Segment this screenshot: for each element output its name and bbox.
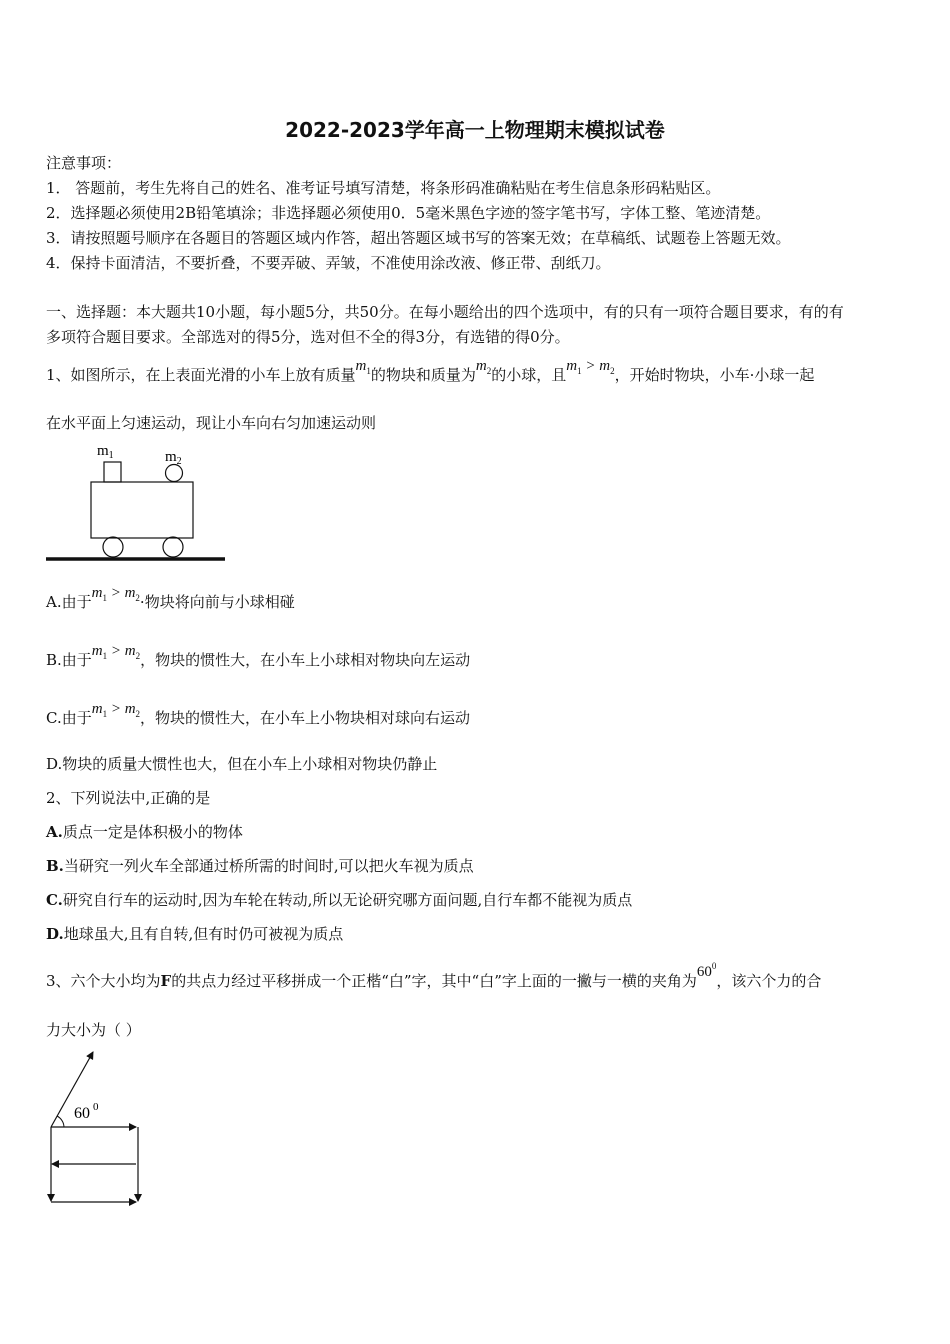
q1-stem-line2: 在水平面上匀速运动，现让小车向右匀加速运动则 bbox=[46, 414, 377, 432]
figure-m1-label: $m_1$ bbox=[97, 443, 114, 461]
notice-item-3: 3．请按照题号顺序在各题目的答题区域内作答，超出答题区域书写的答案无效；在草稿纸、试题卷上答题无效。 bbox=[46, 229, 791, 247]
q1-stem-part4: ，开始时物块，小车·小球一起 bbox=[614, 366, 815, 384]
q2-option-a: A.质点一定是体积极小的物体 bbox=[46, 823, 243, 841]
figure-m2-label: $m_2$ bbox=[165, 449, 182, 467]
notice-item-4: 4．保持卡面清洁，不要折叠，不要弄破、弄皱，不准使用涂改液、修正带、刮纸刀。 bbox=[46, 254, 611, 272]
q1-m2: $m_2$ bbox=[475, 358, 492, 376]
q2-option-c: C.研究自行车的运动时,因为车轮在转动,所以无论研究哪方面问题,自行车都不能视为质点 bbox=[46, 891, 633, 909]
q1-option-a: A.由于$m_1 > m_2\cdot$物块将向前与小球相碰 bbox=[46, 585, 295, 611]
notice-heading: 注意事项： bbox=[46, 154, 122, 172]
q1-stem-line1 bbox=[46, 358, 815, 391]
q1-stem-part1: 1、如图所示，在上表面光滑的小车上放有质量 bbox=[46, 366, 356, 384]
q1-option-b: B.由于$m_1 > m_2$，物块的惯性大，在小车上小球相对物块向左运动 bbox=[46, 643, 471, 669]
q1-option-c: C.由于$m_1 > m_2$，物块的惯性大，在小车上小物块相对球向右运动 bbox=[46, 701, 471, 727]
q1-inequality: $m_1 > m_2$ bbox=[566, 358, 615, 376]
block-m1 bbox=[104, 462, 121, 482]
ball-m2 bbox=[166, 465, 183, 482]
q1-m1: $m_1$ bbox=[355, 358, 371, 376]
q1-option-d: D.物块的质量大惯性也大，但在小车上小球相对物块仍静止 bbox=[46, 755, 438, 773]
angle-label: 60 $^0$ bbox=[74, 1101, 99, 1122]
q1-stem-part3: 的小球，且 bbox=[491, 366, 567, 384]
cart-wheel-right bbox=[163, 537, 183, 557]
angle-arc bbox=[57, 1116, 64, 1127]
notice-item-1: 1． 答题前，考生先将自己的姓名、准考证号填写清楚，将条形码准确粘贴在考生信息条形码粘贴区。 bbox=[46, 179, 721, 197]
q3-force-figure bbox=[40, 1046, 150, 1206]
q3-stem-line1: 3、六个大小均为F的共点力经过平移拼成一个正楷“白”字，其中“白”字上面的一撇与一横的夹角为$60^0$，该六个力的合 bbox=[46, 961, 822, 990]
cart-wheel-left bbox=[103, 537, 123, 557]
q2-stem: 2、下列说法中,正确的是 bbox=[46, 789, 211, 807]
section1-line2: 多项符合题目要求。全部选对的得5分，选对但不全的得3分，有选错的得0分。 bbox=[46, 328, 570, 346]
q2-option-b: B.当研究一列火车全部通过桥所需的时间时,可以把火车视为质点 bbox=[46, 857, 474, 875]
q3-stem-line2: 力大小为（ ） bbox=[46, 1021, 141, 1039]
q2-option-d: D.地球虽大,且有自转,但有时仍可被视为质点 bbox=[46, 925, 344, 943]
page-title: 2022-2023学年高一上物理期末模拟试卷 bbox=[285, 118, 665, 142]
cart-body bbox=[91, 482, 193, 538]
notice-item-2: 2．选择题必须使用2B铅笔填涂；非选择题必须使用0．5毫米黑色字迹的签字笔书写，字体工整、笔迹清楚。 bbox=[46, 204, 771, 222]
q1-cart-figure bbox=[40, 436, 240, 571]
q3-angle: $60^0$ bbox=[696, 961, 717, 980]
q1-stem-part2: 的物块和质量为 bbox=[370, 366, 476, 384]
section1-line1: 一、选择题：本大题共10小题，每小题5分，共50分。在每小题给出的四个选项中，有的只有一项符合题目要求，有的有 bbox=[46, 303, 844, 321]
